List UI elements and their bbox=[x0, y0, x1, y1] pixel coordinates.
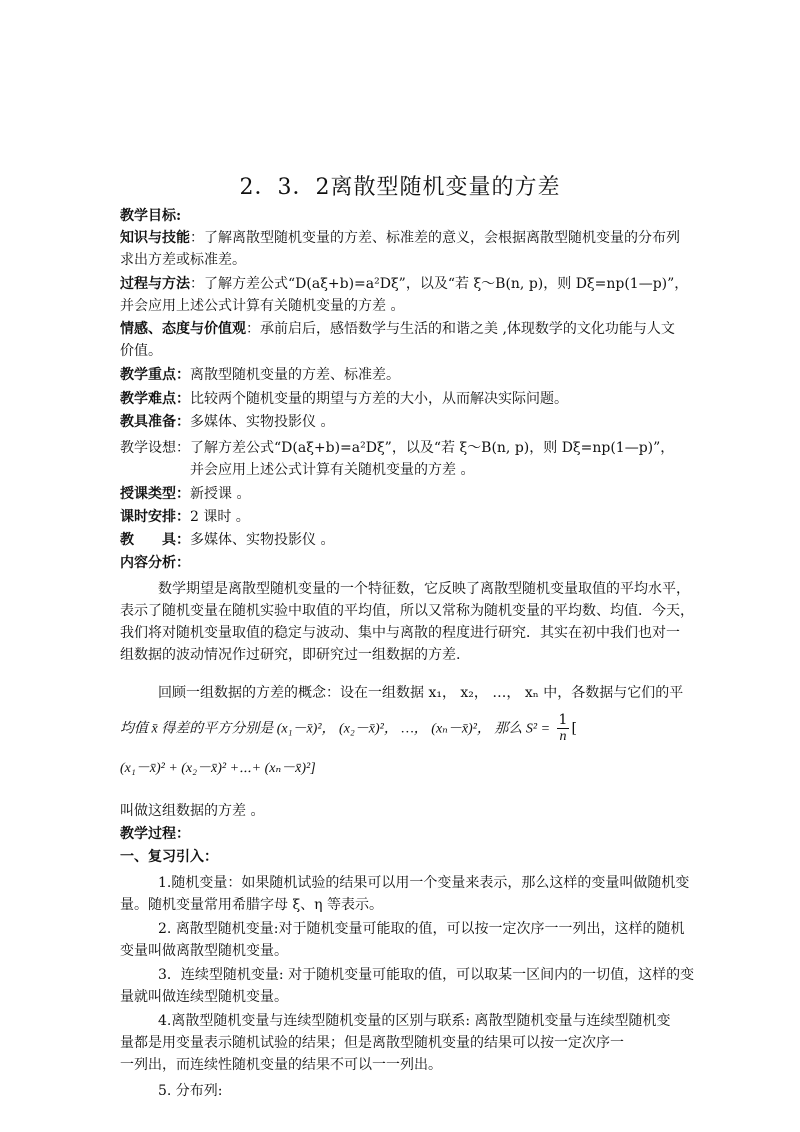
emotion-label: 情感、态度与价值观 bbox=[120, 321, 246, 337]
difficulty-line bbox=[120, 388, 685, 410]
analysis-line-4: 组数据的波动情况作过研究，即研究过一组数据的方差. bbox=[120, 647, 461, 663]
emotion-line-1 bbox=[120, 318, 685, 340]
hours-text: 2 课时 。 bbox=[190, 509, 250, 525]
emotion-line-2: 价值。 bbox=[120, 343, 162, 359]
item-4-line-1: 4.离散型随机变量与连续型随机变量的区别与联系: 离散型随机变量与连续型随机变 bbox=[158, 1013, 671, 1029]
process-text: ：了解方差公式“D(aξ+b)=a²Dξ”，以及“若 ξ～B(n, p)，则 Dξ=np(1—p)”， bbox=[190, 276, 689, 292]
item-2-line-1: 2. 离散型随机变量:对于随机变量可能取的值，可以按一定次序一一列出，这样的随机 bbox=[158, 921, 685, 937]
tools-text: 多媒体、实物投影仪 。 bbox=[190, 414, 335, 430]
knowledge-label: 知识与技能 bbox=[120, 230, 190, 246]
design-label: 教学设想： bbox=[120, 440, 190, 456]
process-line-2: 并会应用上述公式计算有关随机变量的方差 。 bbox=[120, 298, 405, 314]
process-line-1 bbox=[120, 273, 689, 295]
type-text: 新授课 。 bbox=[190, 486, 251, 502]
item-4-line-3: 一列出，而连续性随机变量的结果不可以一一列出。 bbox=[120, 1057, 442, 1073]
review-line-4: 叫做这组数据的方差 。 bbox=[120, 803, 265, 819]
item-1-line-2: 量。随机变量常用希腊字母 ξ、η 等表示。 bbox=[120, 897, 383, 913]
knowledge-line-1 bbox=[120, 227, 685, 249]
analysis-line-1: 数学期望是离散型随机变量的一个特征数，它反映了离散型随机变量取值的平均水平， bbox=[158, 581, 690, 597]
item-4-line-2: 量都是用变量表示随机试验的结果；但是离散型随机变量的结果可以按一定次序一 bbox=[120, 1035, 624, 1051]
knowledge-line-2: 求出方差或标准差。 bbox=[120, 252, 246, 268]
difficulty-label: 教学难点： bbox=[120, 391, 190, 407]
fraction-denominator: n bbox=[559, 729, 567, 744]
review-line-2 bbox=[120, 712, 685, 745]
fraction-one-over-n bbox=[557, 712, 570, 745]
tools-label: 教具准备： bbox=[120, 414, 190, 430]
item-1-line-1: 1.随机变量：如果随机试验的结果可以用一个变量来表示，那么这样的变量叫做随机变 bbox=[158, 875, 690, 891]
tools-line bbox=[120, 411, 685, 433]
goal-heading: 教学目标: bbox=[120, 208, 182, 224]
page-title: 2．3．2离散型随机变量的方差 bbox=[239, 175, 561, 200]
design-line-2: 并会应用上述公式计算有关随机变量的方差 。 bbox=[190, 462, 475, 478]
item-5-line: 5. 分布列: bbox=[158, 1083, 223, 1099]
difficulty-text: 比较两个随机变量的期望与方差的大小，从而解决实际问题。 bbox=[190, 391, 568, 407]
process-heading: 教学过程： bbox=[120, 826, 190, 842]
emotion-text: ：承前启后，感悟数学与生活的和谐之美 ,体现数学的文化功能与人文 bbox=[246, 321, 675, 337]
key-point-line bbox=[120, 364, 685, 386]
variance-formula-line: (x₁－x̄)² + (x₂－x̄)² +⋯+ (xₙ－x̄)²] bbox=[120, 761, 316, 776]
open-bracket: [ bbox=[571, 720, 577, 737]
key-label: 教学重点： bbox=[120, 367, 190, 383]
review-line-1: 回顾一组数据的方差的概念：设在一组数据 x₁， x₂， …， xₙ 中，各数据与它们的平 bbox=[158, 685, 684, 701]
type-line bbox=[120, 483, 685, 505]
type-label: 授课类型： bbox=[120, 486, 190, 502]
process-label: 过程与方法 bbox=[120, 276, 190, 292]
knowledge-text: ：了解离散型随机变量的方差、标准差的意义，会根据离散型随机变量的分布列 bbox=[190, 230, 680, 246]
analysis-line-2: 表示了随机变量在随机实验中取值的平均值，所以又常称为随机变量的平均数、均值．今天， bbox=[120, 603, 694, 619]
hours-line bbox=[120, 506, 685, 528]
design-text: 了解方差公式“D(aξ+b)=a²Dξ”，以及“若 ξ～B(n, p)，则 Dξ=np(1—p)”， bbox=[190, 440, 675, 456]
item-3-line-2: 量就叫做连续型随机变量。 bbox=[120, 989, 288, 1005]
key-text: 离散型随机变量的方差、标准差。 bbox=[190, 367, 400, 383]
section-review-heading: 一、复习引入： bbox=[120, 849, 218, 865]
design-line-1 bbox=[120, 437, 685, 459]
analysis-line-3: 我们将对随机变量取值的稳定与波动、集中与离散的程度进行研究．其实在初中我们也对一 bbox=[120, 625, 680, 641]
aids-line bbox=[120, 529, 685, 551]
analysis-heading: 内容分析： bbox=[120, 555, 190, 571]
aids-text: 多媒体、实物投影仪 。 bbox=[190, 532, 335, 548]
item-2-line-2: 变量叫做离散型随机变量。 bbox=[120, 943, 288, 959]
variance-formula-part-1: 均值 x̄ 得差的平方分别是 (x₁－x̄)²， (x₂－x̄)²， …， (xₙ－x̄)²， 那么 S² = bbox=[120, 721, 551, 737]
hours-label: 课时安排： bbox=[120, 509, 190, 525]
aids-label: 教 具： bbox=[120, 532, 190, 548]
item-3-line-1: 3．连续型随机变量: 对于随机变量可能取的值，可以取某一区间内的一切值，这样的变 bbox=[158, 967, 695, 983]
fraction-numerator: 1 bbox=[558, 712, 568, 728]
